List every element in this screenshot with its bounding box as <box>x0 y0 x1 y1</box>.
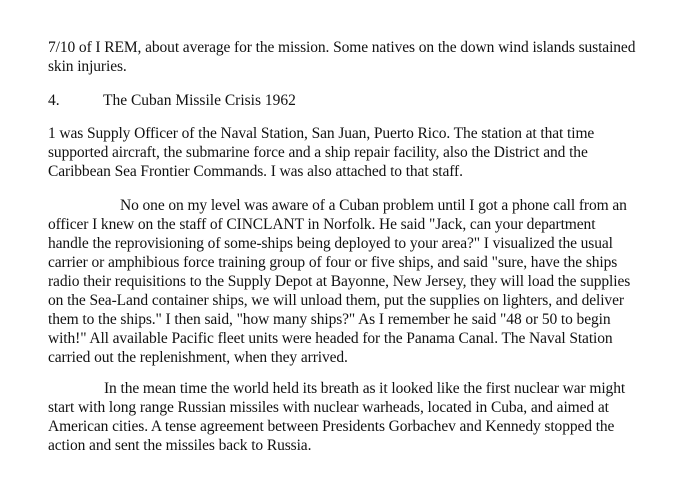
section-number: 4. <box>48 92 60 109</box>
paragraph-1-line-2: supported aircraft, the submarine force and a ship repair facility, also the District and the <box>48 144 588 161</box>
paragraph-2-line-9: carried out the replenishment, when they arrived. <box>48 349 348 366</box>
paragraph-3-line-2: start with long range Russian missiles with nuclear warheads, located in Cuba, and aimed at <box>48 399 609 416</box>
paragraph-1-line-3: Caribbean Sea Frontier Commands. I was also attached to that staff. <box>48 163 463 180</box>
paragraph-3-line-4: action and sent the missiles back to Russia. <box>48 437 312 454</box>
paragraph-2-line-3: handle the reprovisioning of some-ships being deployed to your area?" I visualized the usual <box>48 235 613 252</box>
intro-line-1: 7/10 of I REM, about average for the mission. Some natives on the down wind islands sustained <box>48 39 636 56</box>
paragraph-2-line-6: on the Sea-Land container ships, we will unload them, put the supplies on lighters, and deliver <box>48 292 624 309</box>
paragraph-3-line-3: American cities. A tense agreement between Presidents Gorbachev and Kennedy stopped the <box>48 418 615 435</box>
paragraph-3-line-1: In the mean time the world held its breath as it looked like the first nuclear war might <box>104 380 626 397</box>
paragraph-2-line-8: with!" All available Pacific fleet units were headed for the Panama Canal. The Naval Station <box>48 330 613 347</box>
section-title: The Cuban Missile Crisis 1962 <box>103 92 296 109</box>
paragraph-2-line-2: officer I knew on the staff of CINCLANT in Norfolk. He said "Jack, can your department <box>48 216 596 233</box>
intro-line-2: skin injuries. <box>48 58 127 75</box>
paragraph-2-line-7: them to the ships." I then said, "how many ships?" As I remember he said "48 or 50 to begin <box>48 311 611 328</box>
paragraph-2-line-5: radio their requisitions to the Supply Depot at Bayonne, New Jersey, they will load the supplies <box>48 273 631 290</box>
paragraph-2-line-1: No one on my level was aware of a Cuban problem until I got a phone call from an <box>120 197 627 214</box>
paragraph-2-line-4: carrier or amphibious force training group of four or five ships, and said "sure, have the ships <box>48 254 618 271</box>
paragraph-1-line-1: 1 was Supply Officer of the Naval Station, San Juan, Puerto Rico. The station at that time <box>48 125 595 142</box>
